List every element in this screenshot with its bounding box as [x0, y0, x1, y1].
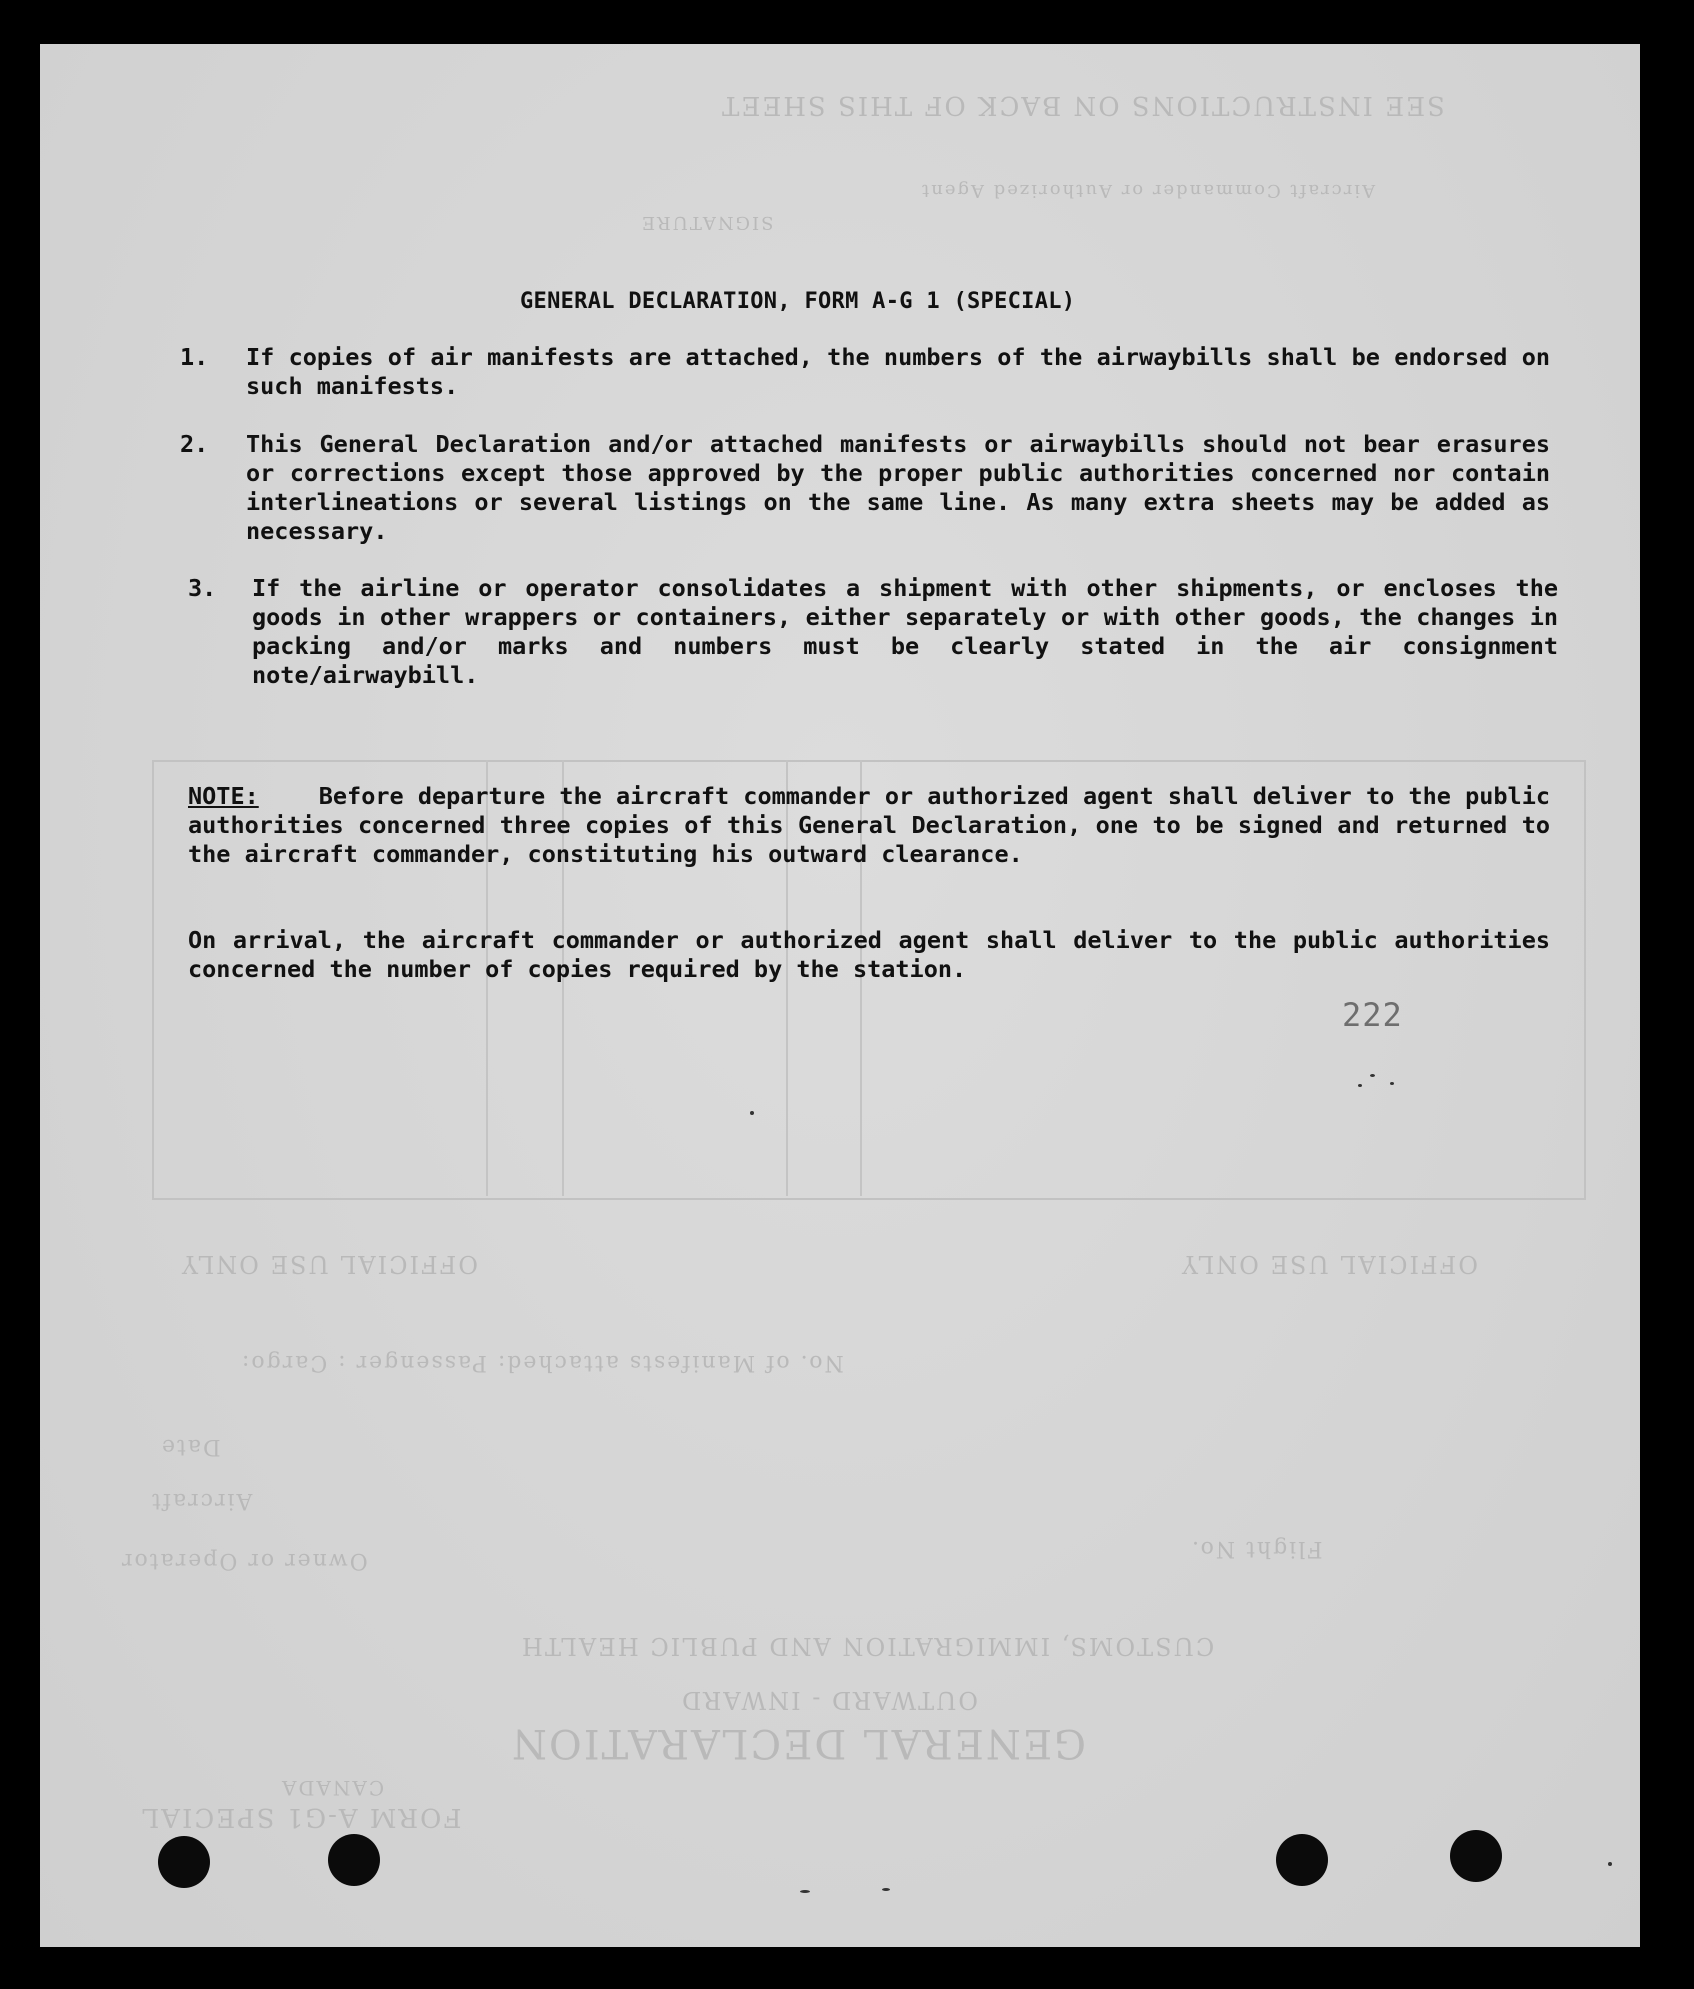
bleed-through-outward: OUTWARD - INWARD: [680, 1686, 978, 1714]
punch-hole: [1276, 1834, 1328, 1886]
instruction-number: 2.: [180, 430, 209, 458]
bleed-through-signature: SIGNATURE: [640, 212, 774, 233]
bleed-through-aircraft: Aircraft: [150, 1488, 253, 1513]
instruction-text: If the airline or operator consolidates a shipment with other shipments, or encloses the goods in other wrappers or containers, either separately or with other goods, the changes in packing and/or marks and numbers must be clearly stated in the air consignment note/airwaybill.: [252, 574, 1558, 689]
bleed-through-manifests: No. of Manifests attached: Passenger : Cargo:: [240, 1350, 844, 1375]
punch-hole: [1450, 1830, 1502, 1882]
instruction-number: 3.: [188, 574, 217, 602]
handwritten-number: 222: [1342, 996, 1403, 1034]
page-title: GENERAL DECLARATION, FORM A-G 1 (SPECIAL): [520, 289, 1076, 314]
instruction-text: If copies of air manifests are attached, the numbers of the airwaybills shall be endorsed on such manifests.: [246, 343, 1550, 400]
speck: [800, 1890, 810, 1893]
note-arrival: [188, 926, 1550, 984]
note-label: NOTE:: [188, 782, 259, 810]
speck: [750, 1111, 754, 1115]
instruction-text: This General Declaration and/or attached manifests or airwaybills should not bear erasures or corrections except those approved by the proper public authorities concerned nor contain interlineations or several listings on the same line. As many extra sheets may be added as necessary.: [246, 430, 1550, 545]
speck: [1390, 1082, 1394, 1085]
bleed-through-heading: SEE INSTRUCTIONS ON BACK OF THIS SHEET: [720, 90, 1445, 120]
speck: [1370, 1074, 1375, 1077]
note-departure: [188, 782, 1550, 869]
speck: [882, 1888, 890, 1891]
speck: [1358, 1084, 1362, 1087]
punch-hole: [328, 1834, 380, 1886]
bleed-through-official: OFFICIAL USE ONLY: [180, 1250, 478, 1278]
bleed-through-date: Date: [160, 1434, 221, 1459]
bleed-through-general: GENERAL DECLARATION: [510, 1720, 1087, 1766]
bleed-through-form: FORM A-G1 SPECIAL: [140, 1802, 462, 1832]
bleed-through-flight: Flight No.: [1190, 1536, 1323, 1561]
bleed-through-signature-caption: Aircraft Commander or Authorized Agent: [920, 180, 1376, 201]
instruction-number: 1.: [180, 343, 209, 371]
note-departure-text: Before departure the aircraft commander or authorized agent shall deliver to the public authorities concerned three copies of this General Declaration, one to be signed and returned to the aircraft commander, constituting his outward clearance.: [188, 782, 1550, 868]
document-page: [40, 44, 1640, 1947]
speck: [1608, 1862, 1612, 1866]
bleed-through-official: OFFICIAL USE ONLY: [1180, 1250, 1478, 1278]
note-arrival-text: On arrival, the aircraft commander or authorized agent shall deliver to the public authorities concerned the number of copies required by the station.: [188, 926, 1550, 983]
bleed-through-canada: CANADA: [280, 1776, 385, 1800]
bleed-through-owner: Owner or Operator: [120, 1548, 368, 1573]
punch-hole: [158, 1836, 210, 1888]
bleed-through-customs: CUSTOMS, IMMIGRATION AND PUBLIC HEALTH: [520, 1632, 1215, 1660]
